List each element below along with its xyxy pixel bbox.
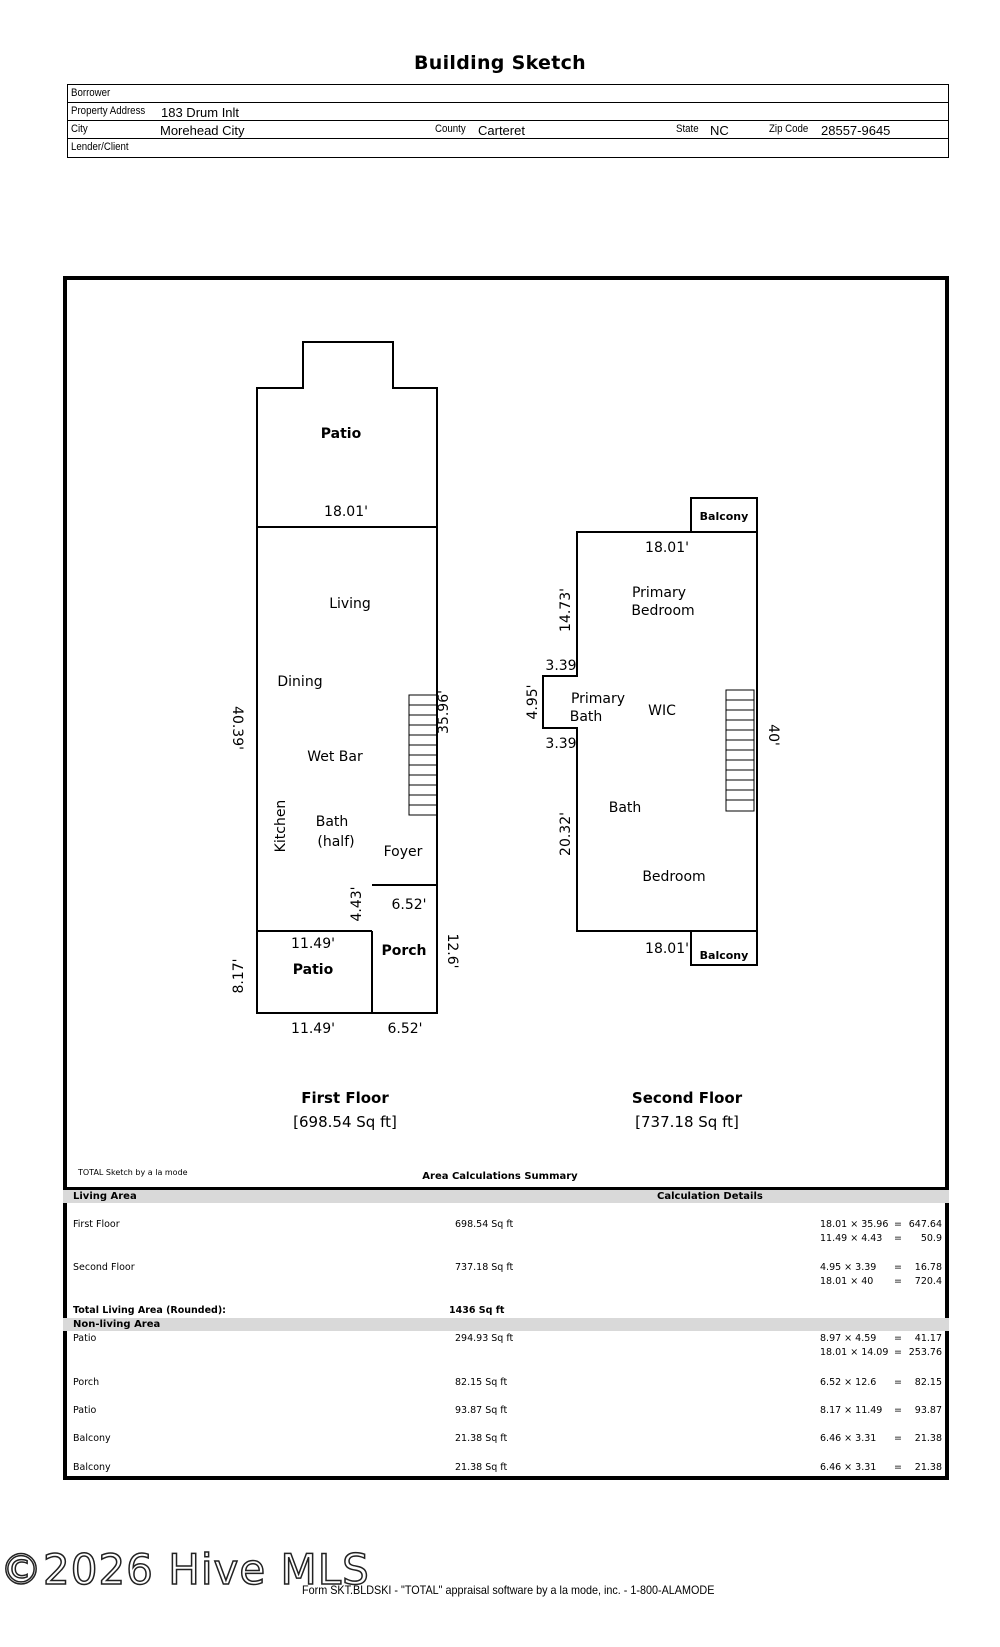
second-floor-title: Second Floor [631, 1089, 743, 1107]
software-credit: TOTAL Sketch by a la mode [78, 1168, 188, 1177]
primary-bath-label-1: Primary [570, 691, 626, 707]
ff-left-height: 40.39' [229, 706, 245, 750]
calc-eq: = [894, 1462, 902, 1473]
city-value: Morehead City [160, 123, 245, 138]
state-value: NC [710, 123, 729, 138]
calc-cell: 4.95 × 3.39 [820, 1262, 877, 1273]
non-living-header [63, 1318, 949, 1331]
ff-dim-11-49-top: 11.49' [291, 936, 335, 952]
primary-bedroom-label-1: Primary [631, 585, 687, 601]
patio-bottom-label: Patio [292, 962, 334, 978]
county-label: County [435, 123, 466, 135]
sf-right-height: 40' [765, 724, 781, 746]
calc-value: 16.78 [914, 1262, 942, 1273]
summary-title: Area Calculations Summary [422, 1171, 578, 1182]
first-floor-area: [698.54 Sq ft] [293, 1113, 397, 1131]
borrower-label: Borrower [71, 87, 111, 99]
ff-dim-12-6: 12.6' [444, 933, 460, 969]
total-living-value: 1436 Sq ft [449, 1305, 505, 1316]
living-label: Living [329, 596, 371, 612]
row-first-floor-area: 698.54 Sq ft [455, 1219, 514, 1230]
nl-row-name: Patio [73, 1405, 97, 1416]
lender-label: Lender/Client [71, 141, 129, 153]
ff-dim-8-17: 8.17' [231, 958, 247, 994]
state-label: State [676, 123, 699, 135]
first-floor-title: First Floor [301, 1089, 389, 1107]
nl-row-area: 82.15 Sq ft [455, 1377, 508, 1388]
stairs-second-floor [726, 690, 754, 811]
sf-top-width: 18.01' [645, 540, 689, 556]
calc-details-label: Calculation Details [657, 1191, 763, 1202]
calc-cell: 6.46 × 3.31 [820, 1433, 877, 1444]
calc-eq: = [894, 1377, 902, 1388]
hive-mls-watermark: ©2026 Hive MLS [0, 1545, 370, 1594]
sf-bump-height: 4.95' [525, 684, 541, 720]
calc-eq: = [894, 1233, 902, 1244]
calc-value: 253.76 [908, 1347, 942, 1358]
nl-row-area: 93.87 Sq ft [455, 1405, 508, 1416]
calc-value: 82.15 [914, 1377, 942, 1388]
bath-second-label: Bath [608, 800, 642, 816]
foyer-label: Foyer [383, 844, 423, 860]
calc-cell: 18.01 × 40 [820, 1276, 874, 1287]
nl-row-name: Porch [73, 1377, 100, 1388]
row-first-floor-name: First Floor [73, 1219, 120, 1230]
calc-eq: = [894, 1433, 902, 1444]
nl-row-area: 21.38 Sq ft [455, 1462, 508, 1473]
ff-stairs-dim: 35.96' [436, 690, 452, 734]
zip-label: Zip Code [769, 123, 809, 135]
address-value: 183 Drum Inlt [161, 105, 240, 120]
calc-value: 720.4 [914, 1276, 942, 1287]
sf-left-upper: 14.73' [558, 588, 574, 632]
calc-value: 647.64 [908, 1219, 942, 1230]
calc-cell: 18.01 × 14.09 [820, 1347, 889, 1358]
county-value: Carteret [478, 123, 525, 138]
stairs-first-floor [409, 695, 437, 815]
living-area-header [63, 1190, 949, 1203]
sf-left-lower: 20.32' [558, 812, 574, 856]
balcony-top-label: Balcony [699, 510, 749, 523]
sf-bottom-width: 18.01' [645, 941, 689, 957]
nl-row-area: 294.93 Sq ft [455, 1333, 514, 1344]
zip-value: 28557-9645 [821, 123, 891, 138]
ff-top-width: 18.01' [324, 504, 368, 520]
bath-label: Bath [315, 814, 349, 830]
calc-cell: 8.97 × 4.59 [820, 1333, 877, 1344]
sf-bump-top: 3.39 [545, 658, 577, 674]
living-area-label: Living Area [73, 1191, 137, 1202]
area-summary-table [63, 1187, 949, 1203]
city-label: City [71, 123, 88, 135]
ff-dim-11-49-bot: 11.49' [291, 1021, 335, 1037]
ff-dim-6-52-top: 6.52' [391, 897, 427, 913]
calc-cell: 8.17 × 11.49 [820, 1405, 883, 1416]
nl-row-name: Patio [73, 1333, 97, 1344]
patio-top-label: Patio [320, 426, 362, 442]
porch-label: Porch [381, 943, 427, 959]
calc-eq: = [894, 1219, 902, 1230]
balcony-bottom-label: Balcony [699, 949, 749, 962]
page-title: Building Sketch [414, 52, 586, 74]
calc-value: 50.9 [920, 1233, 942, 1244]
calc-value: 41.17 [914, 1333, 942, 1344]
calc-cell: 6.52 × 12.6 [820, 1377, 877, 1388]
calc-cell: 6.46 × 3.31 [820, 1462, 877, 1473]
calc-cell: 18.01 × 35.96 [820, 1219, 889, 1230]
calc-eq: = [894, 1276, 902, 1287]
dining-label: Dining [277, 674, 323, 690]
calc-eq: = [894, 1347, 902, 1358]
row-second-floor-name: Second Floor [73, 1262, 135, 1273]
address-label: Property Address [71, 105, 146, 117]
bedroom-label: Bedroom [642, 869, 706, 885]
calc-eq: = [894, 1262, 902, 1273]
kitchen-label: Kitchen [273, 799, 289, 853]
ff-dim-6-52-bot: 6.52' [387, 1021, 423, 1037]
calc-value: 21.38 [914, 1462, 942, 1473]
nl-row-name: Balcony [73, 1462, 111, 1473]
total-living-label: Total Living Area (Rounded): [73, 1305, 226, 1316]
second-floor-area: [737.18 Sq ft] [635, 1113, 739, 1131]
wic-label: WIC [648, 703, 676, 719]
calc-value: 21.38 [914, 1433, 942, 1444]
primary-bedroom-label-2: Bedroom [631, 603, 695, 619]
nl-row-name: Balcony [73, 1433, 111, 1444]
calc-value: 93.87 [914, 1405, 942, 1416]
calc-cell: 11.49 × 4.43 [820, 1233, 883, 1244]
calc-eq: = [894, 1333, 902, 1344]
primary-bath-label-2: Bath [569, 709, 603, 725]
sf-bump-bot: 3.39 [545, 736, 577, 752]
non-living-label: Non-living Area [73, 1319, 161, 1330]
ff-dim-4-43: 4.43' [349, 886, 365, 922]
nl-row-area: 21.38 Sq ft [455, 1433, 508, 1444]
footer-text: Form SKT.BLDSKI - "TOTAL" appraisal software by a la mode, inc. - 1-800-ALAMODE [302, 1583, 715, 1597]
calc-eq: = [894, 1405, 902, 1416]
wet-bar-label: Wet Bar [307, 749, 363, 765]
bath-half-label: (half) [317, 834, 355, 850]
row-second-floor-area: 737.18 Sq ft [455, 1262, 514, 1273]
